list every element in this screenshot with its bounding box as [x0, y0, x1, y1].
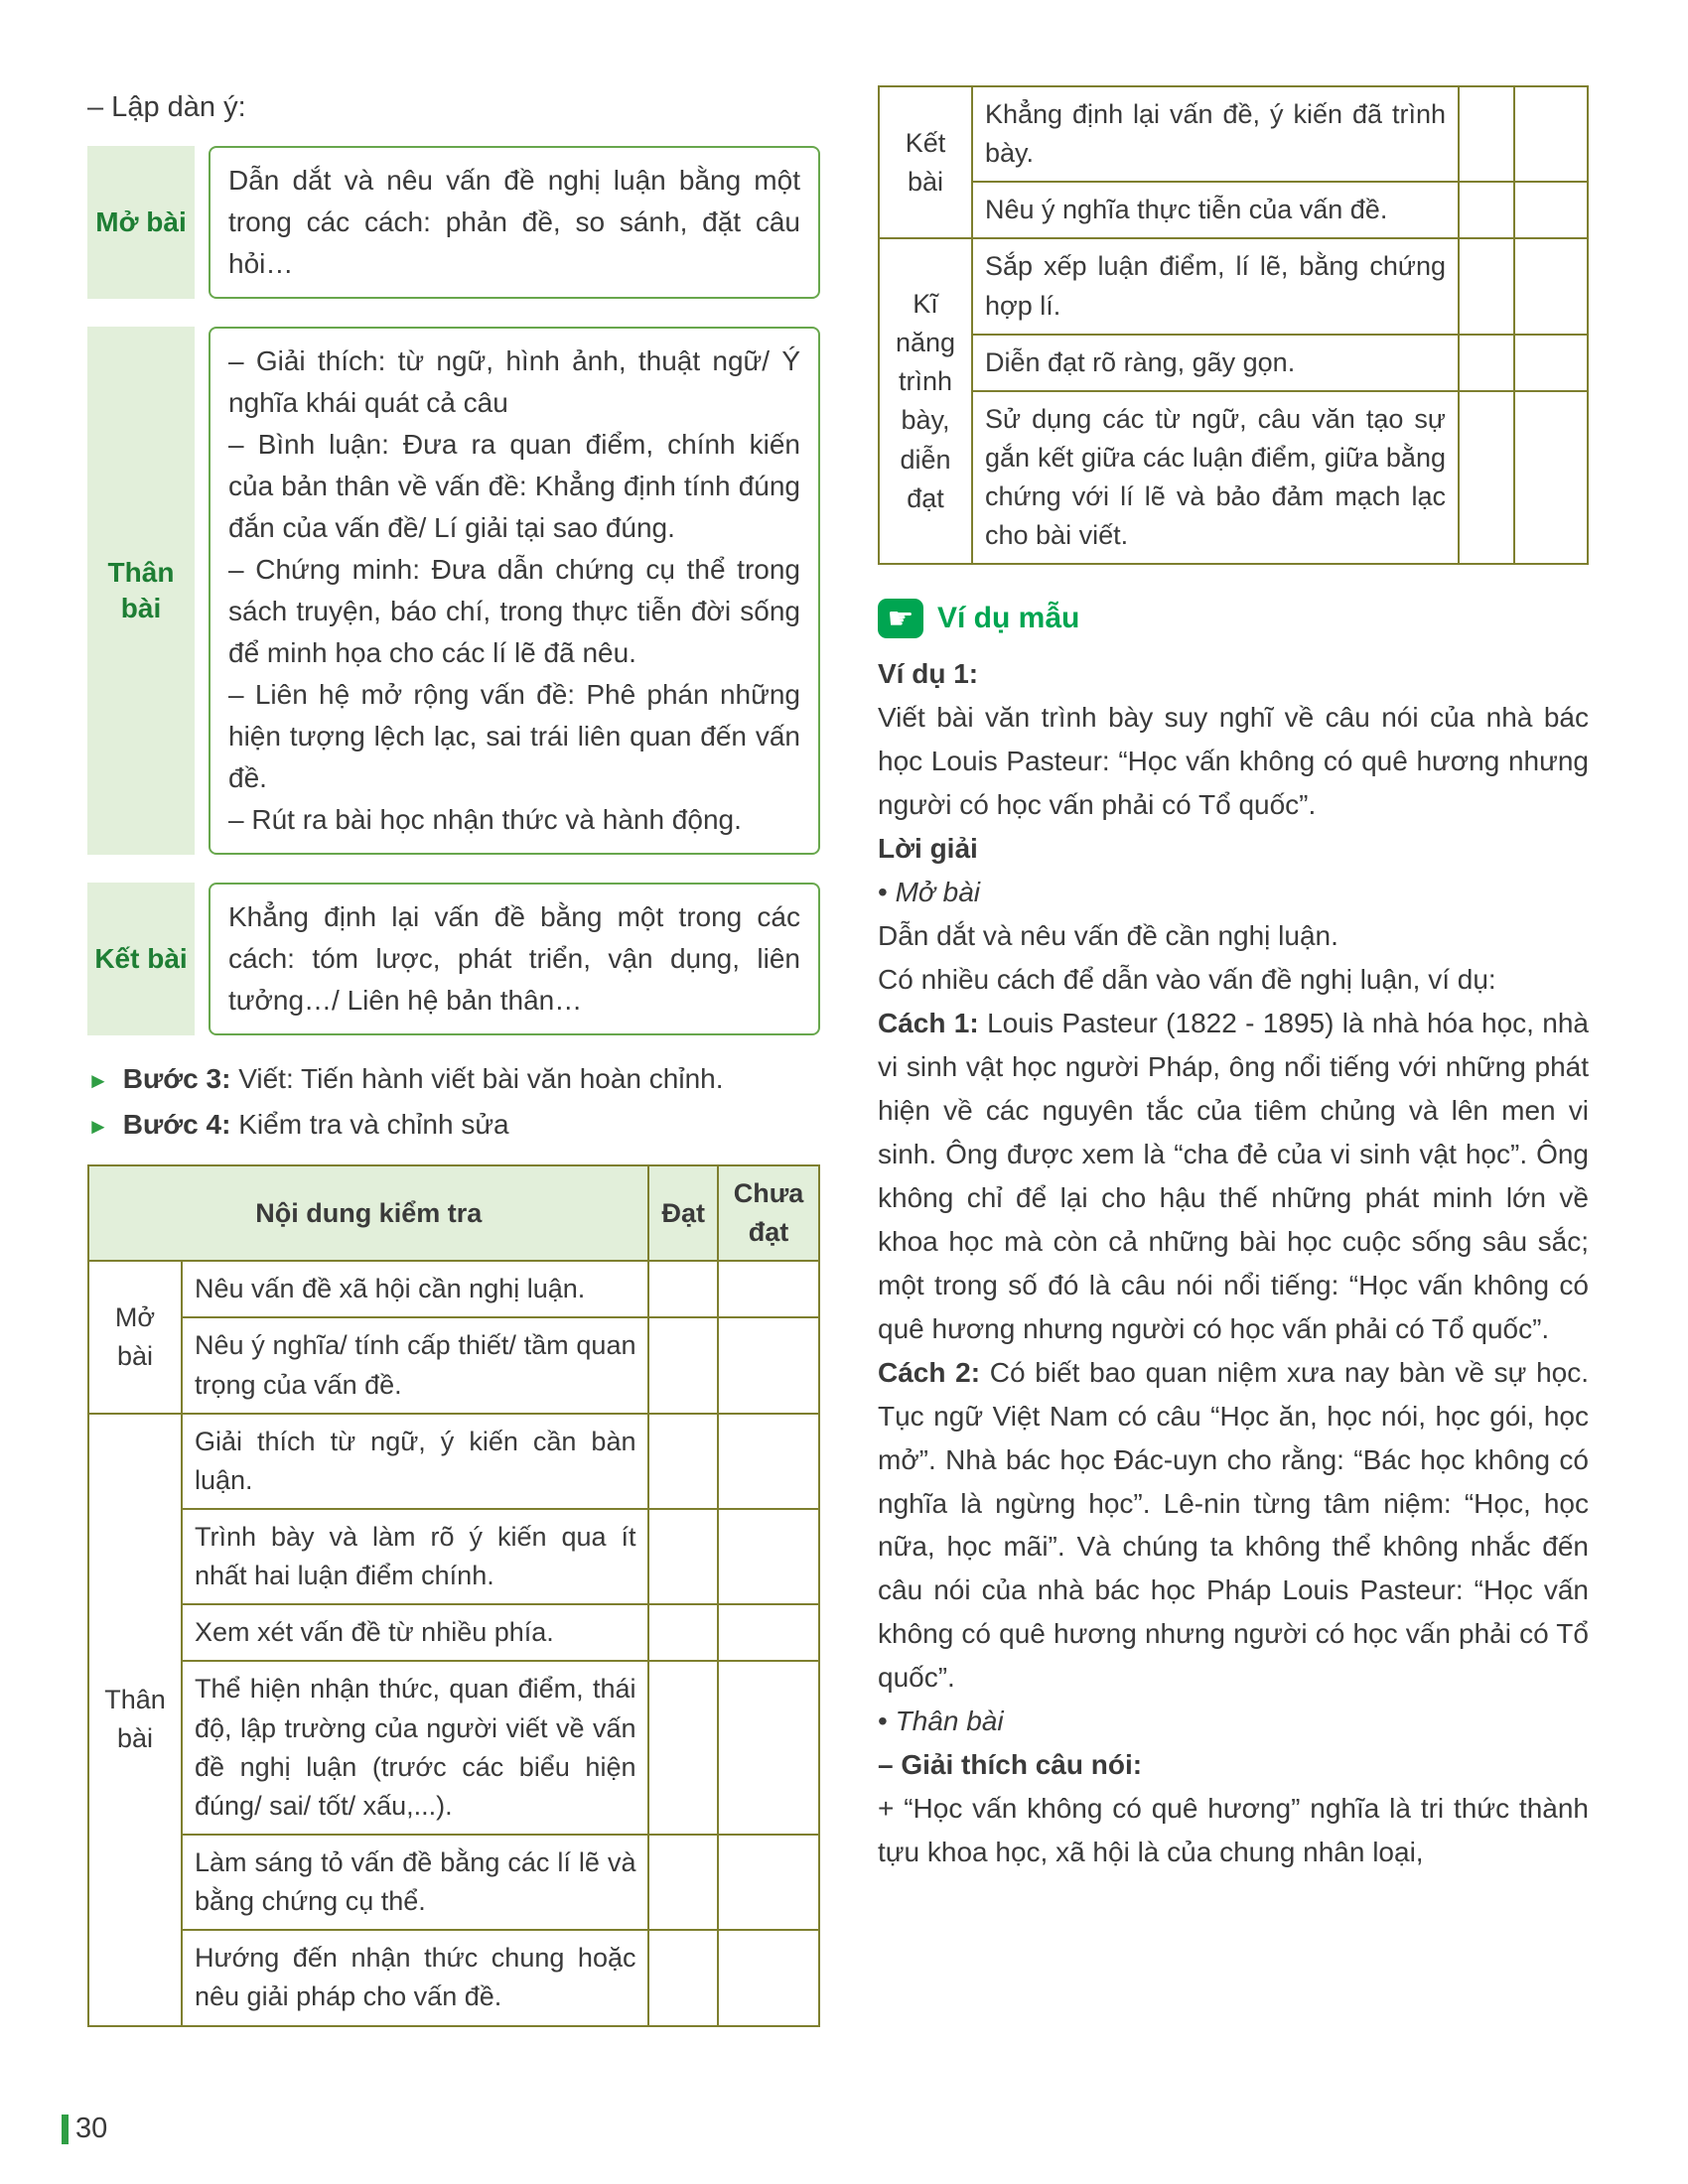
- row-group-label: Mở bài: [88, 1261, 182, 1413]
- paragraph: [878, 1002, 1589, 1351]
- pass-cell: [648, 1604, 718, 1661]
- table-row: [88, 1661, 819, 1835]
- outline-box: [209, 146, 820, 299]
- outline-text: Khẳng định lại vấn đề bằng một trong các cách: tóm lược, phát triển, vận dụng, liên tưởng…/ Liên hệ bản thân…: [228, 901, 800, 1016]
- table-row: [879, 182, 1588, 238]
- text-run: Dẫn dắt và nêu vấn đề cần nghị luận.: [878, 920, 1338, 952]
- text-run: Viết bài văn trình bày suy nghĩ về câu nói của nhà bác học Louis Pasteur: “Học vấn không có quê hương nhưng người có học vấn phải có Tổ quốc”.: [878, 702, 1589, 821]
- pointing-hand-icon: ☛: [878, 599, 923, 638]
- table-row: [88, 1604, 819, 1661]
- fail-cell: [1514, 391, 1588, 565]
- triangle-bullet-icon: ►: [87, 1068, 109, 1093]
- paragraph: [878, 827, 1589, 871]
- fail-column-header: Chưa đạt: [718, 1165, 819, 1261]
- text-run: + “Học vấn không có quê hương” nghĩa là tri thức thành tựu khoa học, xã hội là của chung nhân loại,: [878, 1793, 1589, 1868]
- table-row: [88, 1261, 819, 1317]
- text-run: Louis Pasteur (1822 - 1895) là nhà hóa học, nhà vi sinh vật học người Pháp, ông nổi tiếng với những phát hiện về các nguyên tắc của tiêm chủng và lên men vi sinh. Ông được xem là “cha đẻ của vi sinh vật học”. Ông không chỉ để lại cho hậu thế những phát minh lớn về khoa học mà còn cả những bài học cuộc sống sâu sắc; một trong số đó là câu nói nổi tiếng: “Học vấn không có quê hương nhưng người có học vấn phải có Tổ quốc”.: [878, 1008, 1589, 1344]
- fail-cell: [718, 1930, 819, 2025]
- text-run: – Giải thích câu nói:: [878, 1749, 1143, 1781]
- pass-cell: [648, 1661, 718, 1835]
- text-run: Lời giải: [878, 833, 978, 865]
- step-label: Bước 3:: [122, 1063, 239, 1094]
- table-row: [879, 391, 1588, 565]
- left-column: [87, 91, 820, 2027]
- paragraph: [878, 1787, 1589, 1874]
- pass-cell: [648, 1414, 718, 1509]
- pass-cell: [648, 1930, 718, 2025]
- criterion-cell: Trình bày và làm rõ ý kiến qua ít nhất hai luận điểm chính.: [182, 1509, 648, 1604]
- criterion-cell: Giải thích từ ngữ, ý kiến cần bàn luận.: [182, 1414, 648, 1509]
- right-column: [878, 85, 1589, 1874]
- pass-cell: [1459, 238, 1514, 334]
- fail-cell: [1514, 86, 1588, 182]
- outline-text: – Rút ra bài học nhận thức và hành động.: [228, 804, 742, 835]
- step-text: Bước 3: Viết: Tiến hành viết bài văn hoàn chỉnh.: [122, 1063, 724, 1094]
- outline-box: [209, 883, 820, 1035]
- paragraph: [878, 1743, 1589, 1787]
- paragraph: [878, 696, 1589, 827]
- page-number-bar-icon: [62, 2115, 69, 2144]
- table-row: [88, 1930, 819, 2025]
- criterion-cell: Sử dụng các từ ngữ, câu văn tạo sự gắn kết giữa các luận điểm, giữa bằng chứng với lí lẽ và bảo đảm mạch lạc cho bài viết.: [972, 391, 1459, 565]
- step-item: [87, 1109, 820, 1141]
- pass-cell: [648, 1261, 718, 1317]
- outline-text: – Liên hệ mở rộng vấn đề: Phê phán những hiện tượng lệch lạc, sai trái liên quan đến vấn đề.: [228, 679, 800, 793]
- table-row: [879, 238, 1588, 334]
- paragraph: [878, 958, 1589, 1002]
- triangle-bullet-icon: ►: [87, 1114, 109, 1139]
- text-run: Mở bài: [895, 877, 980, 908]
- table-row: [88, 1509, 819, 1604]
- row-group-label: Kĩ năng trình bày, diễn đạt: [879, 238, 972, 564]
- text-run: •: [878, 1706, 896, 1737]
- fail-cell: [1514, 182, 1588, 238]
- text-run: Có biết bao quan niệm xưa nay bàn về sự học. Tục ngữ Việt Nam có câu “Học ăn, học nói, học gói, học mở”. Nhà bác học Đác-uyn cho rằng: “Bác học không có nghĩa là ngừng học”. Lê-nin từng tâm niệm: “Học, học nữa, học mãi”. Và chúng ta không thể không nhắc đến câu nói của nhà bác học Pháp Louis Pasteur: “Học vấn không có quê hương nhưng người có học vấn phải có Tổ quốc”.: [878, 1356, 1589, 1694]
- fail-cell: [718, 1261, 819, 1317]
- page-number: [62, 2113, 107, 2145]
- criterion-cell: Khẳng định lại vấn đề, ý kiến đã trình bày.: [972, 86, 1459, 182]
- check-table-continued: [878, 85, 1589, 565]
- criterion-cell: Nêu ý nghĩa/ tính cấp thiết/ tầm quan trọng của vấn đề.: [182, 1317, 648, 1413]
- text-run: Cách 2:: [878, 1356, 990, 1388]
- text-run: Ví dụ 1:: [878, 658, 979, 690]
- criterion-cell: Diễn đạt rõ ràng, gãy gọn.: [972, 335, 1459, 391]
- paragraph: [878, 914, 1589, 958]
- text-run: Cách 1:: [878, 1008, 988, 1039]
- outline-text: – Giải thích: từ ngữ, hình ảnh, thuật ngữ/ Ý nghĩa khái quát cả câu: [228, 345, 800, 418]
- row-group-label: Kết bài: [879, 86, 972, 238]
- check-table-header: Nội dung kiểm tra: [88, 1165, 648, 1261]
- text-run: Có nhiều cách để dẫn vào vấn đề nghị luận, ví dụ:: [878, 964, 1496, 996]
- outline-label: Mở bài: [87, 146, 195, 299]
- outline-item: [87, 327, 820, 855]
- outline-label: Kết bài: [87, 883, 195, 1035]
- pass-cell: [1459, 391, 1514, 565]
- pass-column-header: Đạt: [648, 1165, 718, 1261]
- table-row: [88, 1317, 819, 1413]
- paragraph: [878, 871, 1589, 914]
- outline-text: – Chứng minh: Đưa dẫn chứng cụ thể trong sách truyện, báo chí, trong thực tiễn đời sống để minh họa cho các lí lẽ đã nêu.: [228, 554, 800, 668]
- check-table: [87, 1164, 820, 2027]
- paragraph: [878, 1700, 1589, 1743]
- criterion-cell: Xem xét vấn đề từ nhiều phía.: [182, 1604, 648, 1661]
- step-item: [87, 1063, 820, 1095]
- outline-box: [209, 327, 820, 855]
- step-label: Bước 4:: [122, 1109, 239, 1140]
- outline-heading: – Lập dàn ý:: [87, 91, 246, 123]
- fail-cell: [718, 1661, 819, 1835]
- criterion-cell: Làm sáng tỏ vấn đề bằng các lí lẽ và bằng chứng cụ thể.: [182, 1835, 648, 1930]
- outline-section: [87, 146, 820, 1035]
- pass-cell: [1459, 335, 1514, 391]
- fail-cell: [1514, 335, 1588, 391]
- fail-cell: [718, 1835, 819, 1930]
- criterion-cell: Nêu ý nghĩa thực tiễn của vấn đề.: [972, 182, 1459, 238]
- page-number-value: 30: [75, 2113, 108, 2144]
- outline-label: Thân bài: [87, 327, 195, 855]
- criterion-cell: Sắp xếp luận điểm, lí lẽ, bằng chứng hợp lí.: [972, 238, 1459, 334]
- pass-cell: [1459, 86, 1514, 182]
- criterion-cell: Nêu vấn đề xã hội cần nghị luận.: [182, 1261, 648, 1317]
- fail-cell: [1514, 238, 1588, 334]
- fail-cell: [718, 1317, 819, 1413]
- paragraph: [878, 1351, 1589, 1701]
- outline-item: [87, 883, 820, 1035]
- fail-cell: [718, 1604, 819, 1661]
- example-section-header: [878, 599, 1589, 638]
- step-text: Bước 4: Kiểm tra và chỉnh sửa: [122, 1109, 509, 1140]
- steps-section: [87, 1063, 820, 1141]
- fail-cell: [718, 1509, 819, 1604]
- table-row: [88, 1414, 819, 1509]
- example-content: [878, 652, 1589, 1874]
- row-group-label: Thân bài: [88, 1414, 182, 2026]
- table-row: [879, 335, 1588, 391]
- outline-item: [87, 146, 820, 299]
- text-run: Thân bài: [895, 1706, 1004, 1737]
- table-header-row: [88, 1165, 819, 1261]
- pass-cell: [1459, 182, 1514, 238]
- pass-cell: [648, 1835, 718, 1930]
- fail-cell: [718, 1414, 819, 1509]
- outline-text: Dẫn dắt và nêu vấn đề nghị luận bằng một trong các cách: phản đề, so sánh, đặt câu hỏi…: [228, 165, 800, 279]
- table-row: [88, 1835, 819, 1930]
- table-row: [879, 86, 1588, 182]
- text-run: •: [878, 877, 896, 908]
- section-title: Ví dụ mẫu: [937, 602, 1080, 635]
- paragraph: [878, 652, 1589, 696]
- pass-cell: [648, 1509, 718, 1604]
- pass-cell: [648, 1317, 718, 1413]
- outline-text: – Bình luận: Đưa ra quan điểm, chính kiến của bản thân về vấn đề: Khẳng định tính đúng đắn của vấn đề/ Lí giải tại sao đúng.: [228, 429, 800, 543]
- criterion-cell: Thể hiện nhận thức, quan điểm, thái độ, lập trường của người viết về vấn đề nghị luận (trước các biểu hiện đúng/ sai/ tốt/ xấu,...).: [182, 1661, 648, 1835]
- criterion-cell: Hướng đến nhận thức chung hoặc nêu giải pháp cho vấn đề.: [182, 1930, 648, 2025]
